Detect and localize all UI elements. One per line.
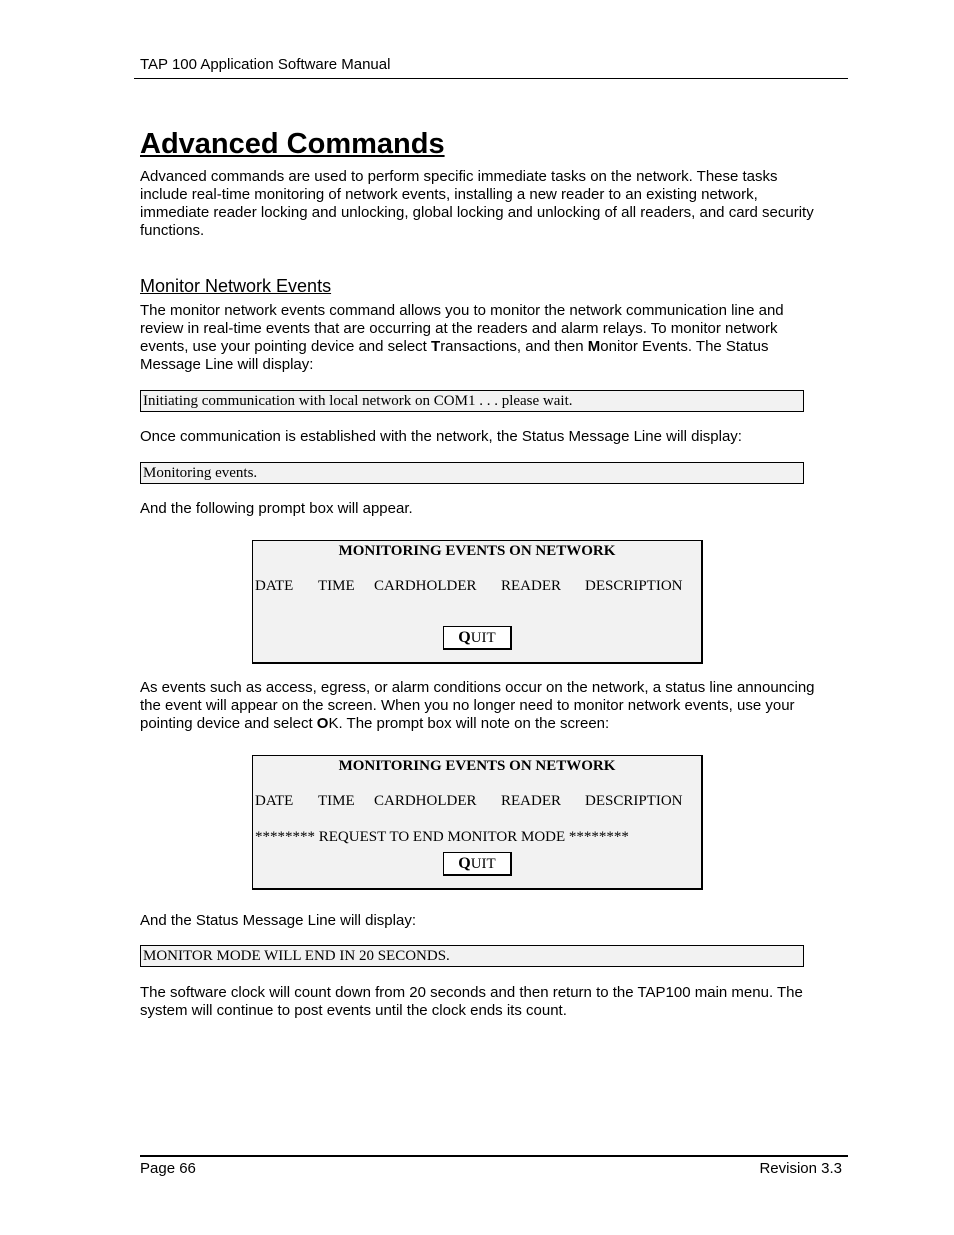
countdown-paragraph: The software clock will count down from 20 seconds and then return to the TAP100 main menu. The system will continue to post events until the clock ends its count. — [140, 984, 803, 1019]
header-divider — [134, 78, 848, 79]
footer-divider — [140, 1155, 848, 1157]
column-time: TIME — [318, 793, 355, 809]
column-date: DATE — [255, 793, 294, 809]
status-intro-paragraph: And the Status Message Line will display: — [140, 912, 416, 929]
quit-button[interactable]: QUIT — [443, 852, 512, 876]
column-time: TIME — [318, 578, 355, 594]
status-message-line: MONITOR MODE WILL END IN 20 SECONDS. — [140, 945, 804, 967]
page-number: Page 66 — [140, 1160, 196, 1177]
prompt-intro-paragraph: And the following prompt box will appear. — [140, 500, 413, 517]
monitoring-prompt-box-end — [252, 755, 703, 890]
column-description: DESCRIPTION — [585, 793, 683, 809]
monitor-paragraph: The monitor network events command allows you to monitor the network communication line and review in real-time events that are occurring at the readers and alarm relays. To monitor network events, use your pointing device and select Transactions, and then Monitor Events. The Status Message Line will display: — [140, 302, 784, 373]
column-cardholder: CARDHOLDER — [374, 793, 477, 809]
column-cardholder: CARDHOLDER — [374, 578, 477, 594]
events-paragraph: As events such as access, egress, or alarm conditions occur on the network, a status line announcing the event will appear on the screen. When you no longer need to monitor network events, use your pointing device and select OK. The prompt box will note on the screen: — [140, 679, 815, 732]
end-monitor-message: ******** REQUEST TO END MONITOR MODE ******** — [255, 829, 629, 845]
quit-button[interactable]: QUIT — [443, 626, 512, 650]
column-date: DATE — [255, 578, 294, 594]
intro-paragraph: Advanced commands are used to perform specific immediate tasks on the network. These tasks include real-time monitoring of network events, installing a new reader to an existing network, immediate reader locking and unlocking, global locking and unlocking of all readers, and card security functions. — [140, 168, 814, 239]
section-title: Monitor Network Events — [140, 276, 332, 296]
column-description: DESCRIPTION — [585, 578, 683, 594]
monitoring-prompt-box — [252, 540, 703, 664]
revision-label: Revision 3.3 — [759, 1160, 842, 1177]
hotkey-m: M — [587, 338, 601, 355]
established-paragraph: Once communication is established with the network, the Status Message Line will display: — [140, 428, 742, 445]
status-message-line: Initiating communication with local network on COM1 . . . please wait. — [140, 390, 804, 412]
hotkey-o: O — [316, 715, 329, 732]
column-reader: READER — [501, 793, 561, 809]
prompt-title: MONITORING EVENTS ON NETWORK — [338, 758, 616, 774]
header-title: TAP 100 Application Software Manual — [140, 56, 391, 73]
prompt-title: MONITORING EVENTS ON NETWORK — [338, 543, 616, 559]
column-reader: READER — [501, 578, 561, 594]
page-title: Advanced Commands — [140, 128, 445, 160]
status-message-line: Monitoring events. — [140, 462, 804, 484]
hotkey-t: T — [431, 338, 441, 355]
